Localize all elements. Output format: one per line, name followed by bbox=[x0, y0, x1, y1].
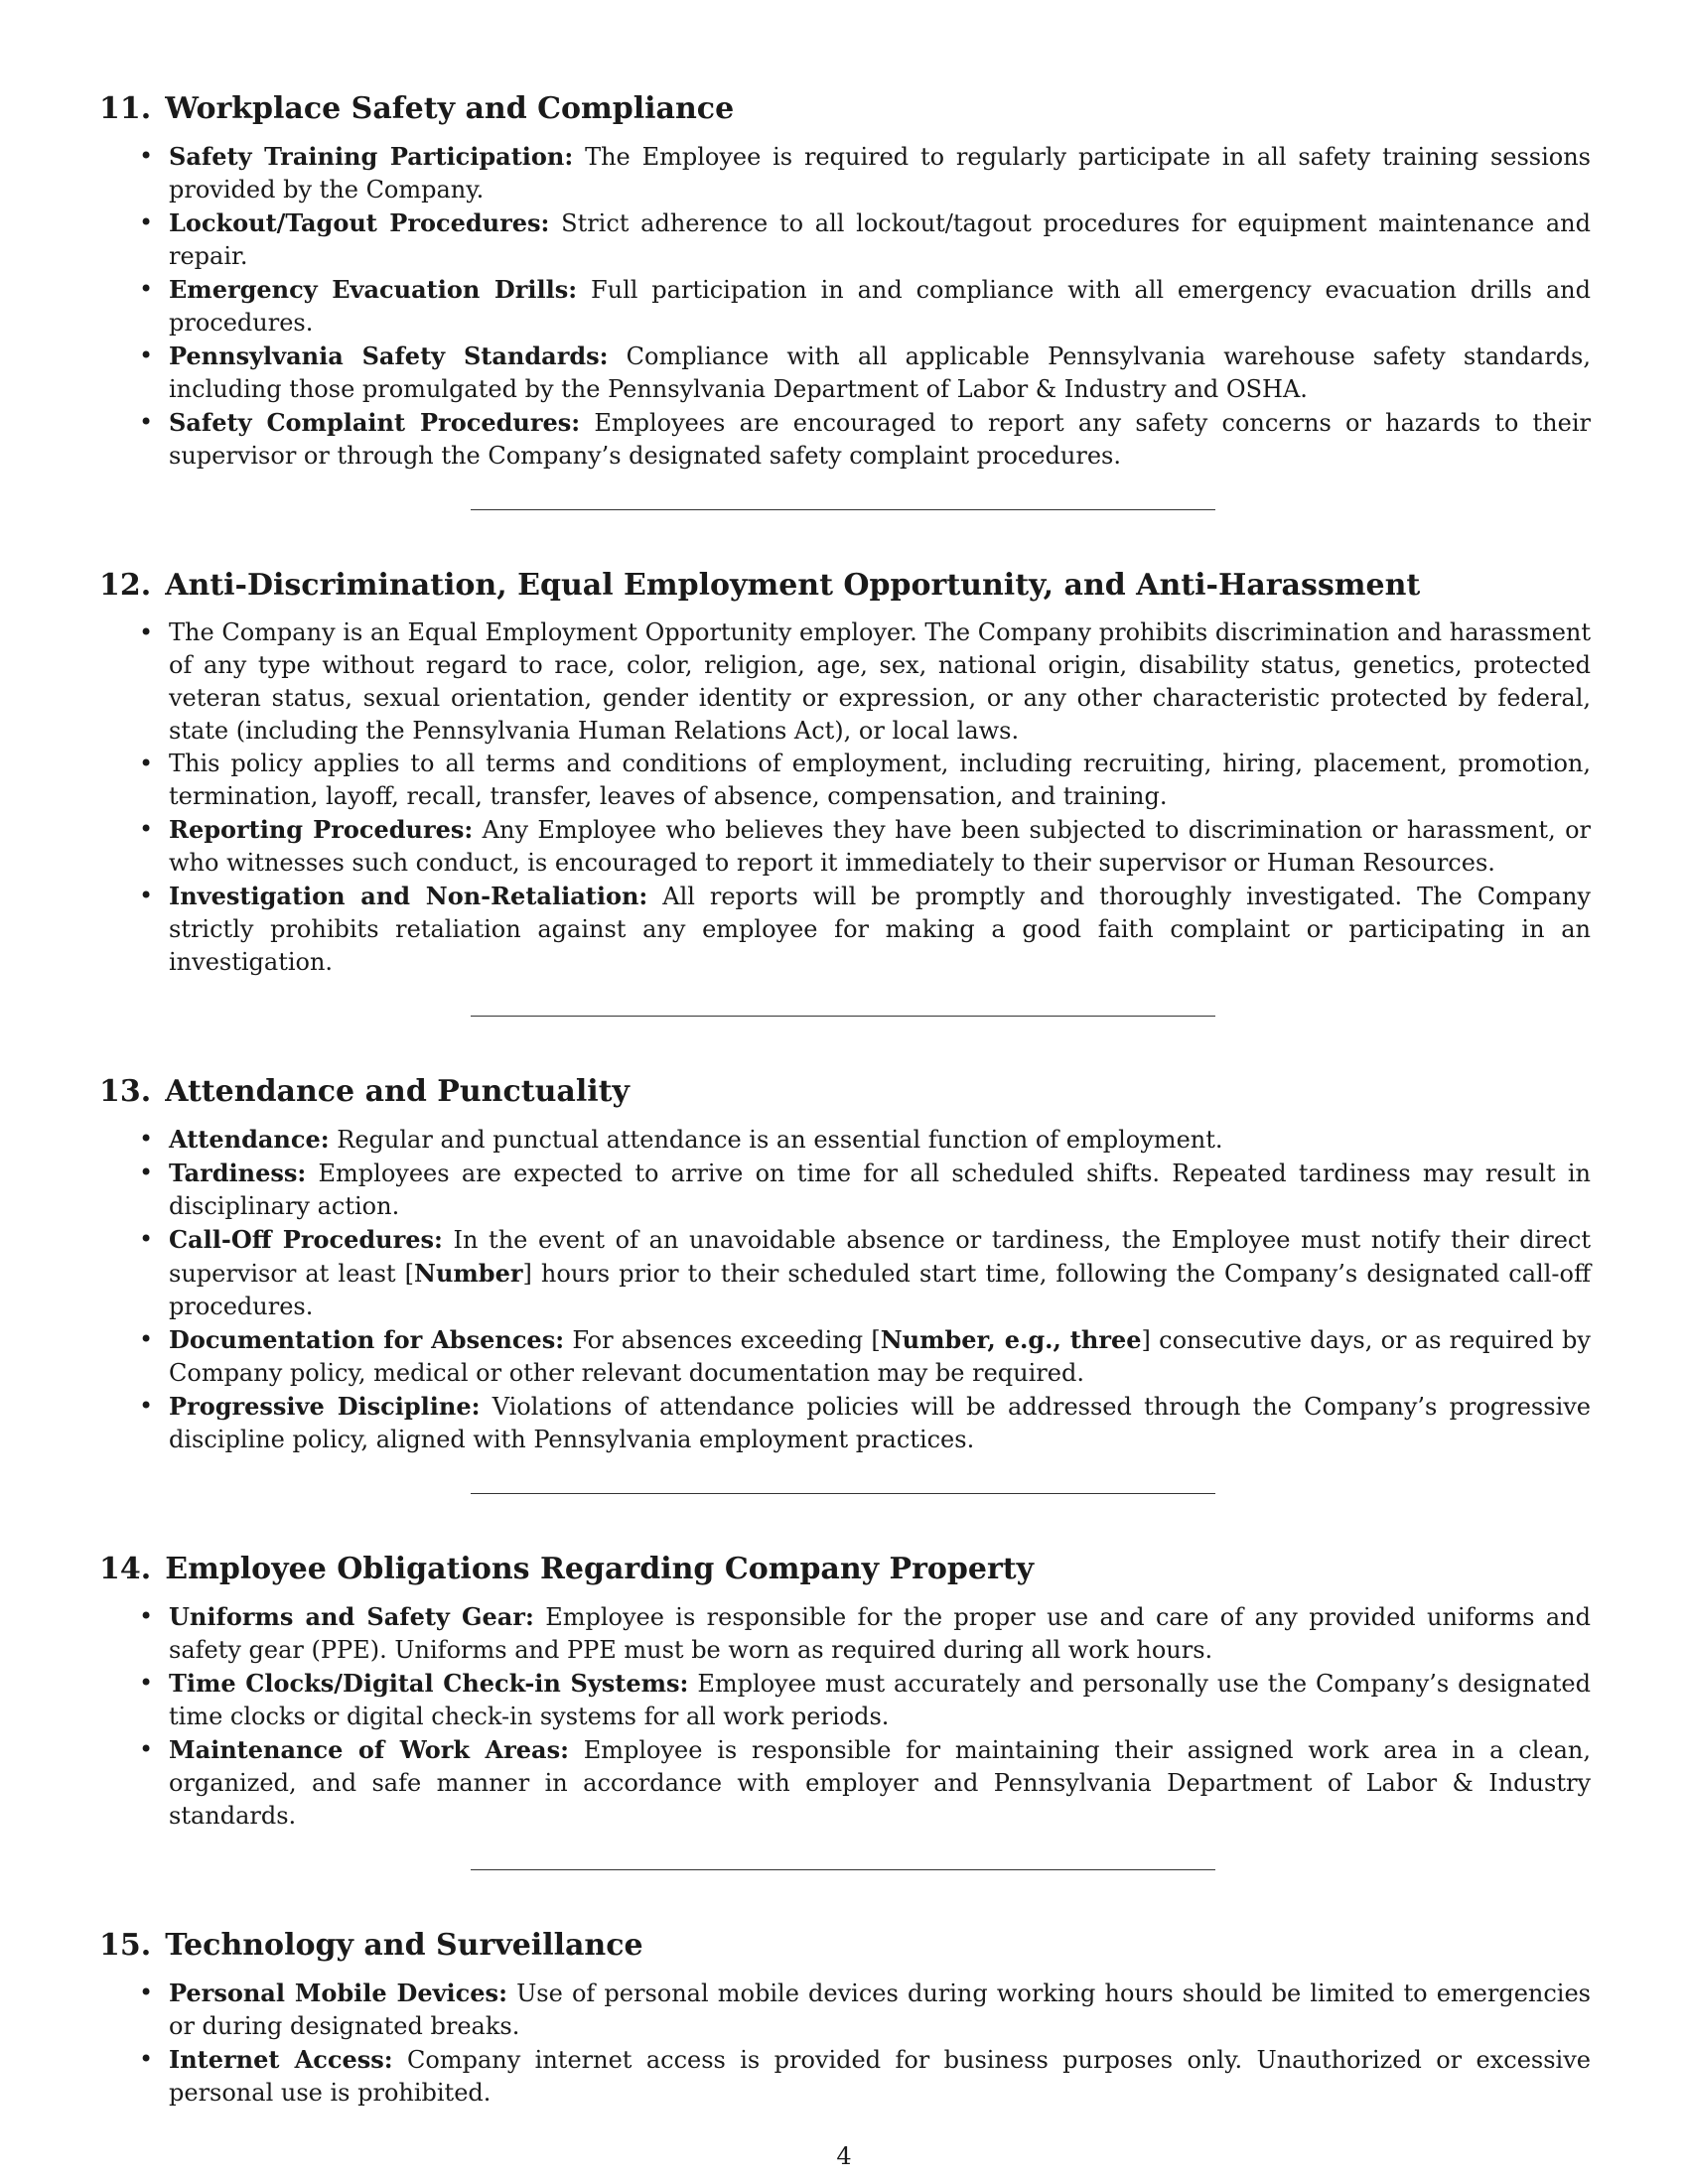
bullet-icon: • bbox=[139, 1325, 154, 1353]
item-lead: Uniforms and Safety Gear: bbox=[169, 1602, 534, 1631]
bullet-list bbox=[99, 616, 1591, 979]
section-title: Attendance and Punctuality bbox=[165, 1074, 630, 1109]
bullet-icon: • bbox=[139, 1735, 154, 1763]
bullet-icon: • bbox=[139, 815, 154, 843]
item-text: ] hours prior to their scheduled start time, following the Company’s designated call-off procedures. bbox=[169, 1260, 1592, 1320]
item-lead: Emergency Evacuation Drills: bbox=[169, 275, 578, 304]
item-lead: Internet Access: bbox=[169, 2045, 393, 2074]
list-item bbox=[139, 140, 1592, 206]
item-lead: Lockout/Tagout Procedures: bbox=[169, 208, 550, 237]
section-divider bbox=[471, 1493, 1215, 1494]
item-lead: Tardiness: bbox=[169, 1159, 307, 1187]
list-item bbox=[139, 616, 1591, 748]
item-text: Employee is responsible for the proper use and care of any provided uniforms and safety gear (PPE). Uniforms and PPE must be worn as required during all work hours. bbox=[169, 1603, 1592, 1664]
item-text: Strict adherence to all lockout/tagout procedures for equipment maintenance and repair. bbox=[169, 209, 1591, 270]
item-text: Employees are expected to arrive on time for all scheduled shifts. Repeated tardiness may result in disciplinary action. bbox=[169, 1160, 1591, 1220]
bullet-list bbox=[99, 1123, 1591, 1456]
bullet-icon: • bbox=[139, 618, 154, 646]
section-heading bbox=[99, 568, 1591, 604]
list-item bbox=[139, 206, 1591, 273]
bullet-icon: • bbox=[139, 408, 154, 436]
section-title: Anti-Discrimination, Equal Employment Opportunity, and Anti-Harassment bbox=[165, 568, 1421, 603]
item-text: Company internet access is provided for business purposes only. Unauthorized or excessive personal use is prohibited. bbox=[169, 2046, 1591, 2107]
section-number: 13. bbox=[99, 1074, 152, 1109]
placeholder-field: Number bbox=[414, 1259, 523, 1288]
section-13 bbox=[99, 1074, 1591, 1456]
section-divider bbox=[471, 1869, 1215, 1870]
placeholder-field: Number, e.g., three bbox=[880, 1325, 1142, 1354]
item-text: This policy applies to all terms and conditions of employment, including recruiting, hiring, placement, promotion, termination, layoff, recall, transfer, leaves of absence, compensation, and training. bbox=[169, 750, 1591, 810]
item-lead: Safety Complaint Procedures: bbox=[169, 408, 581, 437]
item-text: The Company is an Equal Employment Opportunity employer. The Company prohibits discrimination and harassment of any type without regard to race, color, religion, age, sex, national origin, disability status, genetics, protected veteran status, sexual orientation, gender identity or expression, or any other characteristic protected by federal, state (including the Pennsylvania Human Relations Act), or local laws. bbox=[169, 618, 1591, 745]
section-title: Technology and Surveillance bbox=[165, 1928, 643, 1963]
list-item bbox=[139, 1323, 1591, 1390]
item-lead: Attendance: bbox=[169, 1125, 330, 1154]
list-item bbox=[139, 880, 1591, 979]
item-lead: Time Clocks/Digital Check-in Systems: bbox=[169, 1669, 689, 1698]
bullet-icon: • bbox=[139, 1602, 154, 1630]
section-number: 15. bbox=[99, 1928, 152, 1963]
item-text: Violations of attendance policies will be addressed through the Company’s progressive discipline policy, aligned with Pennsylvania employment practices. bbox=[169, 1393, 1591, 1453]
bullet-icon: • bbox=[139, 1669, 154, 1697]
bullet-icon: • bbox=[139, 275, 154, 303]
bullet-icon: • bbox=[139, 1125, 154, 1153]
section-12 bbox=[99, 568, 1591, 979]
list-item bbox=[139, 813, 1591, 880]
list-item bbox=[139, 406, 1591, 473]
item-lead: Pennsylvania Safety Standards: bbox=[169, 341, 609, 370]
section-title: Employee Obligations Regarding Company Property bbox=[165, 1552, 1035, 1586]
bullet-icon: • bbox=[139, 2045, 154, 2073]
section-11 bbox=[99, 91, 1591, 473]
list-item bbox=[139, 340, 1592, 406]
item-lead: Safety Training Participation: bbox=[169, 142, 574, 171]
section-14 bbox=[99, 1552, 1591, 1833]
item-text: ] consecutive days, or as required by Company policy, medical or other relevant documentation may be required. bbox=[169, 1326, 1591, 1387]
section-heading bbox=[99, 91, 1591, 127]
section-heading bbox=[99, 1928, 1591, 1964]
bullet-list bbox=[99, 1977, 1591, 2110]
item-text: For absences exceeding [ bbox=[572, 1326, 881, 1354]
item-lead: Reporting Procedures: bbox=[169, 815, 474, 844]
list-item bbox=[139, 1157, 1591, 1223]
item-lead: Investigation and Non-Retaliation: bbox=[169, 882, 648, 910]
bullet-icon: • bbox=[139, 1392, 154, 1420]
item-text: Employee must accurately and personally use the Company’s designated time clocks or digital check-in systems for all work periods. bbox=[169, 1670, 1591, 1730]
bullet-icon: • bbox=[139, 142, 154, 170]
list-item bbox=[139, 1223, 1592, 1323]
bullet-icon: • bbox=[139, 750, 154, 777]
item-text: Compliance with all applicable Pennsylvania warehouse safety standards, including those promulgated by the Pennsylvania Department of Labor & Industry and OSHA. bbox=[169, 342, 1592, 403]
bullet-icon: • bbox=[139, 208, 154, 236]
list-item bbox=[139, 273, 1591, 340]
item-text: Any Employee who believes they have been subjected to discrimination or harassment, or who witnesses such conduct, is encouraged to report it immediately to their supervisor or Human Resources. bbox=[169, 816, 1591, 877]
item-lead: Call-Off Procedures: bbox=[169, 1225, 443, 1254]
list-item bbox=[139, 2043, 1591, 2110]
item-text: In the event of an unavoidable absence or tardiness, the Employee must notify their direct supervisor at least [ bbox=[169, 1226, 1591, 1288]
bullet-icon: • bbox=[139, 1225, 154, 1253]
document-page bbox=[99, 91, 1591, 2110]
item-text: Employee is responsible for maintaining their assigned work area in a clean, organized, and safe manner in accordance with employer and Pennsylvania Department of Labor & Industry standards. bbox=[169, 1736, 1591, 1830]
item-text: Full participation in and compliance with all emergency evacuation drills and procedures. bbox=[169, 276, 1591, 337]
list-item bbox=[139, 1977, 1592, 2043]
list-item bbox=[139, 1600, 1592, 1667]
list-item bbox=[139, 1390, 1591, 1456]
item-text: Use of personal mobile devices during working hours should be limited to emergencies or during designated breaks. bbox=[169, 1979, 1592, 2040]
section-number: 12. bbox=[99, 568, 152, 603]
item-text: All reports will be promptly and thoroughly investigated. The Company strictly prohibits retaliation against any employee for making a good faith complaint or participating in an investigation. bbox=[169, 883, 1591, 976]
section-title: Workplace Safety and Compliance bbox=[165, 91, 735, 126]
list-item bbox=[139, 1667, 1591, 1733]
item-lead: Personal Mobile Devices: bbox=[169, 1979, 507, 2007]
section-number: 11. bbox=[99, 91, 152, 126]
item-lead: Maintenance of Work Areas: bbox=[169, 1735, 569, 1764]
item-lead: Documentation for Absences: bbox=[169, 1325, 565, 1354]
section-heading bbox=[99, 1552, 1591, 1587]
section-divider bbox=[471, 1016, 1215, 1017]
item-text: Regular and punctual attendance is an essential function of employment. bbox=[337, 1126, 1223, 1154]
page-number: 4 bbox=[836, 2142, 852, 2170]
bullet-icon: • bbox=[139, 1159, 154, 1186]
section-heading bbox=[99, 1074, 1591, 1110]
section-number: 14. bbox=[99, 1552, 152, 1586]
item-lead: Progressive Discipline: bbox=[169, 1392, 481, 1421]
section-divider bbox=[471, 509, 1215, 510]
list-item bbox=[139, 748, 1591, 813]
item-text: The Employee is required to regularly participate in all safety training sessions provided by the Company. bbox=[169, 143, 1592, 204]
section-15 bbox=[99, 1928, 1591, 2110]
bullet-icon: • bbox=[139, 1979, 154, 2006]
bullet-list bbox=[99, 1600, 1591, 1833]
list-item bbox=[139, 1123, 1591, 1157]
bullet-list bbox=[99, 140, 1591, 473]
list-item bbox=[139, 1733, 1591, 1833]
bullet-icon: • bbox=[139, 882, 154, 909]
bullet-icon: • bbox=[139, 341, 154, 369]
item-text: Employees are encouraged to report any safety concerns or hazards to their supervisor or through the Company’s designated safety complaint procedures. bbox=[169, 409, 1591, 470]
